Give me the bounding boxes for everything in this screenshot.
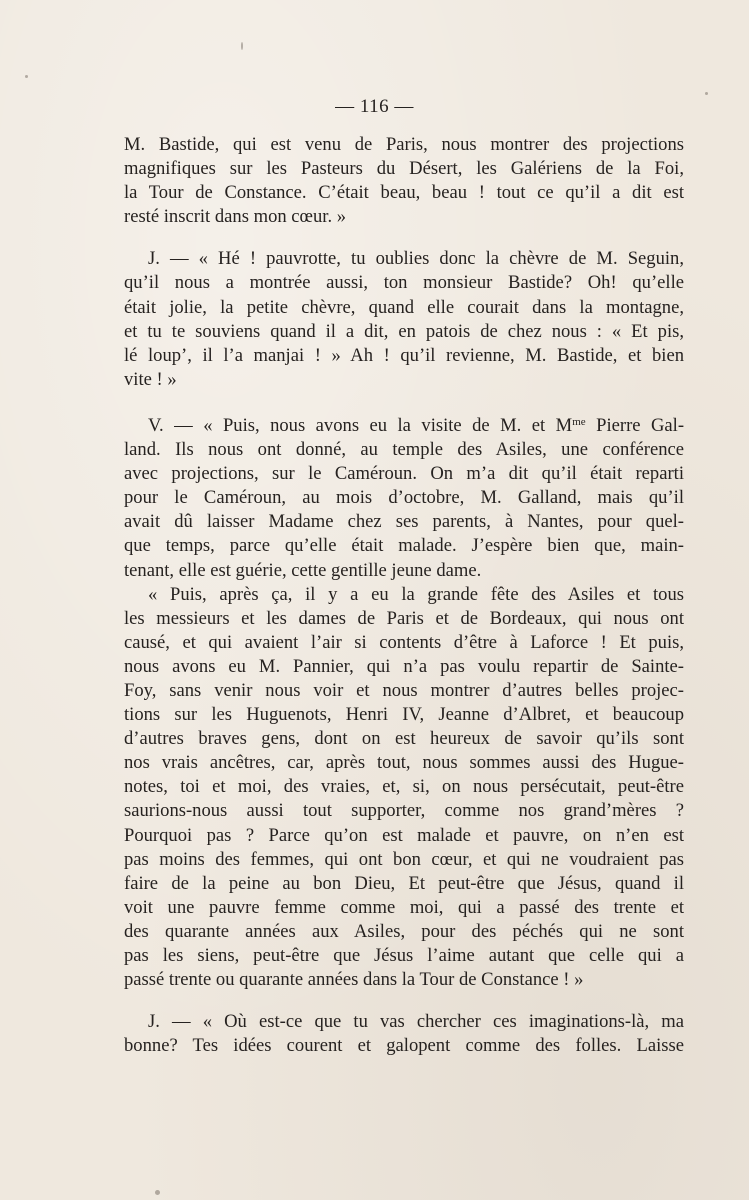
paragraph xyxy=(124,247,684,392)
text-line: Pourquoi pas ? Parce qu’on est malade et pauvre, on n’en est xyxy=(124,824,684,846)
text-line: d’autres braves gens, dont on est heureux de savoir qu’ils sont xyxy=(124,728,684,750)
text-line: Foy, sans venir nous voir et nous montrer d’autres belles projec- xyxy=(124,679,684,701)
paper-speck xyxy=(155,1190,160,1195)
text-line: tions sur les Huguenots, Henri IV, Jeanne d’Albret, et beaucoup xyxy=(124,704,684,726)
paper-speck xyxy=(705,92,708,95)
text-line: nos vrais ancêtres, car, après tout, nous sommes aussi des Hugue- xyxy=(124,752,684,774)
text-line: lé loup’, il l’a manjai ! » Ah ! qu’il revienne, M. Bastide, et bien xyxy=(124,344,684,366)
paragraph xyxy=(124,133,684,229)
text-line: qu’il nous a montrée aussi, ton monsieur Bastide? Oh! qu’elle xyxy=(124,272,684,294)
paragraph xyxy=(124,410,684,583)
text-line xyxy=(124,410,684,438)
paragraph xyxy=(124,1010,684,1058)
text-line: J. — « Hé ! pauvrotte, tu oublies donc la chèvre de M. Seguin, xyxy=(148,248,684,270)
text-line: causé, et qui avaient l’air si contents d’être à Laforce ! Et puis, xyxy=(124,631,684,653)
text-line: nous avons eu M. Pannier, qui n’a pas voulu repartir de Sainte- xyxy=(124,655,684,677)
paper-speck xyxy=(25,75,28,78)
text-line: saurions-nous aussi tout supporter, comme nos grand’mères ? xyxy=(124,800,684,822)
superscript: me xyxy=(572,415,586,428)
text-line: tenant, elle est guérie, cette gentille jeune dame. xyxy=(124,559,482,581)
paragraph-gap xyxy=(124,229,684,247)
text-line: bonne? Tes idées courent et galopent comme des folles. Laisse xyxy=(124,1035,684,1057)
text-line: magnifiques sur les Pasteurs du Désert, les Galériens de la Foi, xyxy=(124,158,684,180)
body-text xyxy=(124,133,684,1058)
text-line: pour le Caméroun, au mois d’octobre, M. Galland, mais qu’il xyxy=(124,487,684,509)
text-line: avait dû laisser Madame chez ses parents, à Nantes, pour quel- xyxy=(124,511,684,533)
text-line: que temps, parce qu’elle était malade. J’espère bien que, main- xyxy=(124,535,684,557)
text-line: vite ! » xyxy=(124,368,177,390)
text-line: « Puis, après ça, il y a eu la grande fête des Asiles et tous xyxy=(148,583,684,605)
text-fragment: Pierre Gal- xyxy=(585,414,685,436)
text-line: pas les siens, peut-être que Jésus l’aime autant que celle qui a xyxy=(124,945,684,966)
text-line: avec projections, sur le Caméroun. On m’a dit qu’il était reparti xyxy=(124,463,684,485)
text-line: land. Ils nous ont donné, au temple des Asiles, une conférence xyxy=(124,439,684,461)
text-line: était jolie, la petite chèvre, quand elle courait dans la montagne, xyxy=(124,296,684,318)
paragraph xyxy=(124,583,684,993)
text-line: des quarante années aux Asiles, pour des péchés qui ne sont xyxy=(124,920,684,942)
text-line: M. Bastide, qui est venu de Paris, nous montrer des projections xyxy=(124,134,684,155)
text-line: resté inscrit dans mon cœur. » xyxy=(124,206,347,228)
text-line: faire de la peine au bon Dieu, Et peut-être que Jésus, quand il xyxy=(124,872,684,894)
paragraph-gap xyxy=(124,392,684,410)
text-line: les messieurs et les dames de Paris et de Bordeaux, qui nous ont xyxy=(124,607,684,629)
text-line: passé trente ou quarante années dans la Tour de Constance ! » xyxy=(124,969,584,991)
page-number: — 116 — xyxy=(335,96,414,117)
text-line: la Tour de Constance. C’était beau, beau ! tout ce qu’il a dit est xyxy=(124,182,684,204)
text-line: pas moins des femmes, qui ont bon cœur, et qui ne voudraient pas xyxy=(124,848,684,870)
text-line: J. — « Où est-ce que tu vas chercher ces imaginations-là, ma xyxy=(148,1011,684,1033)
text-line: notes, toi et moi, des vraies, et, si, on nous persécutait, peut-être xyxy=(124,776,684,798)
paper-speck xyxy=(241,42,243,50)
text-line: et tu te souviens quand il a dit, en patois de chez nous : « Et pis, xyxy=(124,320,684,342)
text-line: voit une pauvre femme comme moi, qui a passé des trente et xyxy=(124,896,684,918)
text-fragment: V. — « Puis, nous avons eu la visite de M. et M xyxy=(148,414,573,436)
paragraph-gap xyxy=(124,992,684,1010)
